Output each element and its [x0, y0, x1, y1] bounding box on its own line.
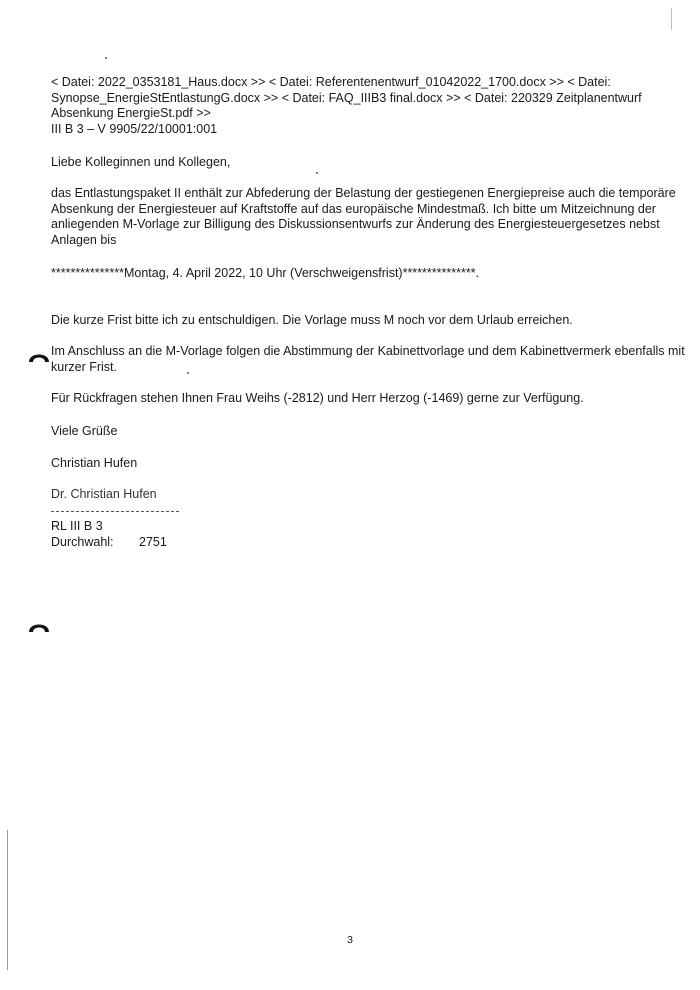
- signature-phone: [51, 535, 661, 551]
- paragraph-line: Anlagen bis: [51, 232, 117, 247]
- scan-edge-mark: [671, 8, 672, 30]
- page-number: 3: [347, 934, 353, 946]
- closing: Viele Grüße: [51, 424, 118, 438]
- attachment-line: Absenkung EnergieSt.pdf >>: [51, 106, 211, 120]
- followup-paragraph: [51, 344, 685, 375]
- signature-name: Dr. Christian Hufen: [51, 487, 157, 501]
- deadline-line: ***************Montag, 4. April 2022, 10 Uhr (Verschweigensfrist)***************.: [51, 266, 480, 280]
- signature-unit: RL III B 3: [51, 519, 103, 533]
- attachment-line: Synopse_EnergieStEntlastungG.docx >> < Datei: FAQ_IIIB3 final.docx >> < Datei: 220329 Zeitplanentwurf: [51, 90, 642, 105]
- salutation: Liebe Kolleginnen und Kollegen,: [51, 155, 231, 169]
- attachments-list: [51, 75, 661, 137]
- scan-speck: [105, 57, 107, 59]
- apology-paragraph: Die kurze Frist bitte ich zu entschuldigen. Die Vorlage muss M noch vor dem Urlaub erreichen.: [51, 313, 573, 327]
- paragraph-line: das Entlastungspaket II enthält zur Abfederung der Belastung der gestiegenen Energiepreise auch die temporäre: [51, 186, 676, 200]
- phone-label: Durchwahl:: [51, 534, 114, 549]
- paragraph-line: kurzer Frist.: [51, 359, 117, 374]
- scan-edge-line: [7, 830, 8, 970]
- paragraph-line: Im Anschluss an die M-Vorlage folgen die Abstimmung der Kabinettvorlage und dem Kabinettvermerk ebenfalls mit: [51, 344, 685, 358]
- phone-value: 2751: [139, 534, 167, 549]
- paragraph-line: Absenkung der Energiesteuer auf Kraftstoffe auf das europäische Mindestmaß. Ich bitte um Mitzeichnung der: [51, 201, 656, 216]
- scan-speck: [316, 172, 318, 174]
- attachment-line: < Datei: 2022_0353181_Haus.docx >> < Datei: Referentenentwurf_01042022_1700.docx >> < Datei:: [51, 75, 611, 89]
- questions-paragraph: Für Rückfragen stehen Ihnen Frau Weihs (-2812) und Herr Herzog (-1469) gerne zur Verfügung.: [51, 391, 584, 405]
- intro-paragraph: [51, 186, 676, 248]
- signature-details: [51, 519, 661, 550]
- signature-divider: [51, 511, 179, 512]
- punch-hole-mark-icon: [28, 618, 50, 632]
- punch-hole-mark-icon: [28, 348, 50, 362]
- reference-number: III B 3 – V 9905/22/10001:001: [51, 121, 218, 136]
- paragraph-line: anliegenden M-Vorlage zur Billigung des Diskussionsentwurfs zur Änderung des Energiesteuergesetzes nebst: [51, 217, 660, 231]
- sender-name: Christian Hufen: [51, 456, 138, 470]
